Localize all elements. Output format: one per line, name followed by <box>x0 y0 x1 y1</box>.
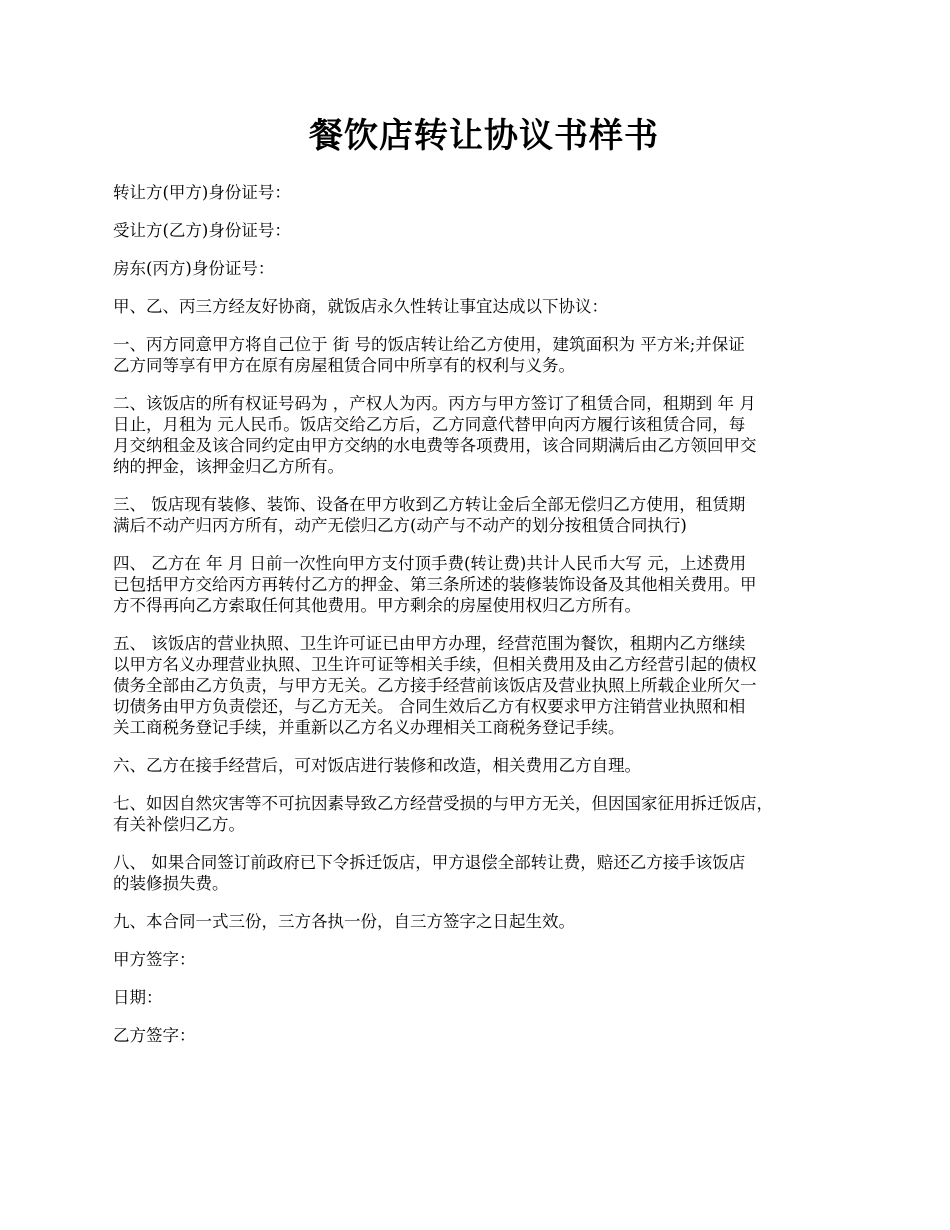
document-title: 餐饮店转让协议书样书 <box>309 116 659 156</box>
paragraph <box>113 1025 855 1046</box>
paragraph-line: 有关补偿归乙方。 <box>113 815 245 834</box>
paragraph-line: 一、丙方同意甲方将自己位于 街 号的饭店转让给乙方使用，建筑面积为 平方米;并保证 <box>113 335 745 354</box>
paragraph-line: 四、 乙方在 年 月 日前一次性向甲方支付顶手费(转让费)共计人民币大写 元，上述费用 <box>113 554 747 573</box>
paragraph <box>113 494 855 536</box>
paragraph-line: 乙方同等享有甲方在原有房屋租赁合同中所享有的权利与义务。 <box>113 356 575 375</box>
paragraph-line: 纳的押金，该押金归乙方所有。 <box>113 457 344 476</box>
paragraph <box>113 911 855 932</box>
paragraph-line: 以甲方名义办理营业执照、卫生许可证等相关手续，但相关费用及由乙方经营引起的债权 <box>113 655 757 674</box>
paragraph <box>113 393 855 477</box>
paragraph <box>113 296 855 317</box>
paragraph <box>113 553 855 616</box>
paragraph <box>113 949 855 970</box>
paragraph-line: 日止，月租为 元人民币。饭店交给乙方后，乙方同意代替甲向丙方履行该租赁合同，每 <box>113 415 746 434</box>
paragraph-line: 九、本合同一式三份，三方各执一份，自三方签字之日起生效。 <box>113 912 575 931</box>
paragraph-line: 受让方(乙方)身份证号： <box>113 221 291 240</box>
paragraph-line: 已包括甲方交给丙方再转付乙方的押金、第三条所述的装修装饰设备及其他相关费用。甲 <box>113 575 757 594</box>
paragraph-line: 关工商税务登记手续，并重新以乙方名义办理相关工商税务登记手续。 <box>113 718 625 737</box>
paragraph-line: 三、 饭店现有装修、装饰、设备在甲方收到乙方转让金后全部无偿归乙方使用，租赁期 <box>113 495 746 514</box>
paragraph-line: 乙方签字： <box>113 1026 196 1045</box>
paragraph <box>113 633 855 738</box>
paragraph <box>113 334 855 376</box>
paragraph-line: 月交纳租金及该合同约定由甲方交纳的水电费等各项费用，该合同期满后由乙方领回甲交 <box>113 436 757 455</box>
paragraph-line: 六、乙方在接手经营后，可对饭店进行装修和改造，相关费用乙方自理。 <box>113 756 641 775</box>
paragraph-line: 切债务由甲方负责偿还，与乙方无关。 合同生效后乙方有权要求甲方注销营业执照和相 <box>113 697 746 716</box>
document-body <box>113 182 855 1046</box>
paragraph <box>113 755 855 776</box>
paragraph-line: 方不得再向乙方索取任何其他费用。甲方剩余的房屋使用权归乙方所有。 <box>113 596 641 615</box>
paragraph-line: 满后不动产归丙方所有，动产无偿归乙方(动产与不动产的划分按租赁合同执行) <box>113 516 687 535</box>
paragraph <box>113 220 855 241</box>
paragraph <box>113 182 855 203</box>
paragraph-line: 二、该饭店的所有权证号码为 ，产权人为丙。丙方与甲方签订了租赁合同，租期到 年 月 <box>113 394 756 413</box>
paragraph-line: 房东(丙方)身份证号： <box>113 259 275 278</box>
paragraph <box>113 793 855 835</box>
paragraph-line: 八、 如果合同签订前政府已下令拆迁饭店，甲方退偿全部转让费，赔还乙方接手该饭店 <box>113 853 746 872</box>
paragraph <box>113 987 855 1008</box>
paragraph-line: 的装修损失费。 <box>113 874 229 893</box>
paragraph-line: 甲方签字： <box>113 950 196 969</box>
paragraph-line: 甲、乙、丙三方经友好协商，就饭店永久性转让事宜达成以下协议： <box>113 297 608 316</box>
paragraph-line: 七、如因自然灾害等不可抗因素导致乙方经营受损的与甲方无关，但因国家征用拆迁饭店， <box>113 794 773 813</box>
paragraph-line: 债务全部由乙方负责，与甲方无关。乙方接手经营前该饭店及营业执照上所载企业所欠一 <box>113 676 757 695</box>
paragraph <box>113 852 855 894</box>
paragraph-line: 转让方(甲方)身份证号： <box>113 183 291 202</box>
paragraph <box>113 258 855 279</box>
paragraph-line: 日期： <box>113 988 163 1007</box>
paragraph-line: 五、 该饭店的营业执照、卫生许可证已由甲方办理，经营范围为餐饮，租期内乙方继续 <box>113 634 746 653</box>
